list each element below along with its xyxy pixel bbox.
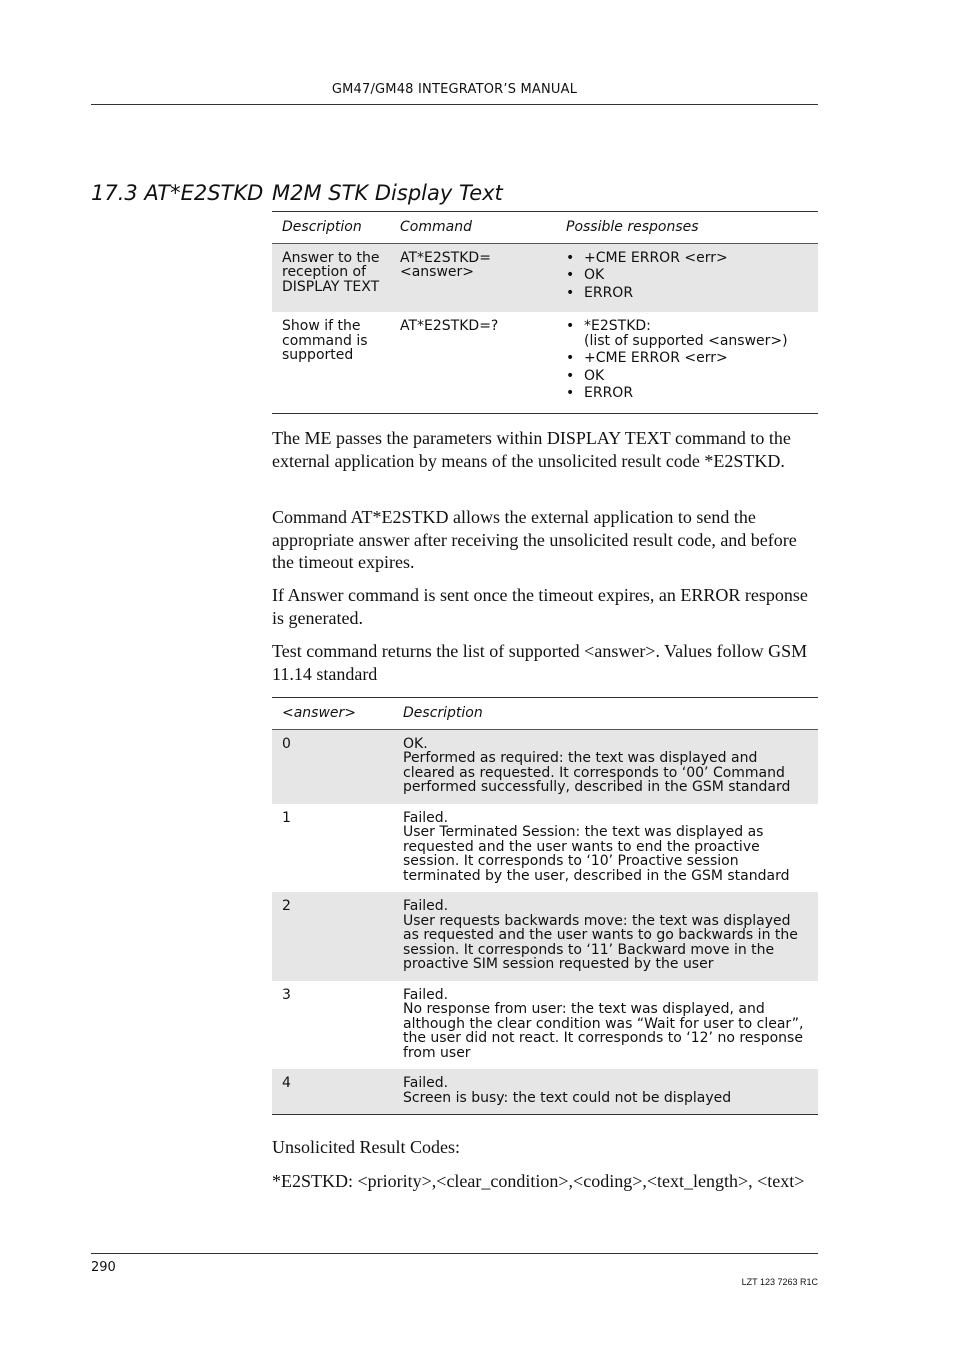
body-paragraph: If Answer command is sent once the timeout expires, an ERROR response is generated. [272, 585, 808, 628]
row-responses [556, 312, 818, 413]
response-item: • ERROR [566, 386, 808, 401]
response-item [566, 319, 808, 348]
unsolicited-code: *E2STKD: <priority>,<clear_condition>,<coding>,<text_length>, <text> [272, 1171, 805, 1191]
section-heading [91, 181, 503, 205]
document-id: LZT 123 7263 R1C [741, 1277, 818, 1287]
column-header: Description [272, 212, 390, 244]
answer-detail: Performed as required: the text was displayed and cleared as requested. It corresponds to ‘00’ Command performed successfully, described in the GSM standard [403, 750, 791, 795]
answer-description [393, 981, 818, 1070]
response-item: • +CME ERROR <err> [566, 351, 808, 366]
row-command: AT*E2STKD=<answer> [390, 243, 556, 312]
answer-value: 2 [272, 892, 393, 981]
response-item: • ERROR [566, 286, 808, 301]
column-header: Description [393, 698, 818, 730]
running-header: GM47/GM48 INTEGRATOR’S MANUAL [331, 82, 578, 97]
header-divider [91, 104, 818, 105]
row-description: Show if the command is supported [272, 312, 390, 413]
response-item: • OK [566, 268, 808, 283]
answer-table-header [272, 698, 818, 730]
answer-value: 3 [282, 986, 291, 1003]
table-row [272, 1069, 818, 1115]
answer-value: 4 [272, 1069, 393, 1115]
table-row [272, 312, 818, 413]
answer-description [393, 729, 818, 804]
column-header: Command [390, 212, 556, 244]
answer-status: Failed. [403, 986, 449, 1003]
column-header: Possible responses [556, 212, 818, 244]
row-description: Answer to the reception of DISPLAY TEXT [272, 243, 390, 312]
answer-detail: Screen is busy: the text could not be displayed [403, 1089, 732, 1106]
page-number: 290 [91, 1260, 116, 1275]
command-table-header [272, 212, 818, 244]
answer-value: 0 [272, 729, 393, 804]
response-sub: (list of supported <answer>) [584, 332, 788, 349]
table-row [272, 243, 818, 312]
section-title: M2M STK Display Text [272, 181, 503, 206]
answer-status: OK. [403, 735, 428, 752]
footer-divider [91, 1253, 818, 1254]
answer-description [393, 1069, 818, 1115]
body-paragraph: Command AT*E2STKD allows the external application to send the appropriate answer after receiving the unsolicited result code, and before the timeout expires. [272, 507, 797, 572]
answer-status: Failed. [403, 809, 449, 826]
answer-description [393, 804, 818, 893]
answer-table [272, 697, 818, 1115]
row-responses [556, 243, 818, 312]
section-number: 17.3 AT*E2STKD [91, 181, 264, 206]
body-paragraph: The ME passes the parameters within DISPLAY TEXT command to the external application by means of the unsolicited result code *E2STKD. [272, 428, 791, 471]
body-paragraph: Test command returns the list of supported <answer>. Values follow GSM 11.14 standard [272, 641, 808, 684]
response-item: • +CME ERROR <err> [566, 251, 808, 266]
answer-status: Failed. [403, 1075, 449, 1091]
answer-value: 1 [282, 809, 291, 826]
answer-status: Failed. [403, 898, 449, 914]
column-header: <answer> [272, 698, 393, 730]
response-main: *E2STKD: [584, 318, 651, 334]
table-row [272, 981, 818, 1070]
answer-description [393, 892, 818, 981]
answer-detail: No response from user: the text was displayed, and although the clear condition was “Wait for user to clear”, the user did not react. It corresponds to ‘12’ no response from user [403, 1001, 804, 1061]
answer-detail: User requests backwards move: the text was displayed as requested and the user wants to go backwards in the session. It corresponds to ‘11’ Backward move in the proactive SIM session requested by the user [403, 912, 798, 972]
response-item: • OK [566, 369, 808, 384]
table-row [272, 892, 818, 981]
table-row [272, 729, 818, 804]
command-table [272, 211, 818, 414]
row-command: AT*E2STKD=? [390, 312, 556, 413]
answer-detail: User Terminated Session: the text was displayed as requested and the user wants to end the proactive session. It corresponds to ‘10’ Proactive session terminated by the user, described in the GSM standard [403, 824, 790, 884]
table-row [272, 804, 818, 893]
unsolicited-label: Unsolicited Result Codes: [272, 1137, 460, 1157]
